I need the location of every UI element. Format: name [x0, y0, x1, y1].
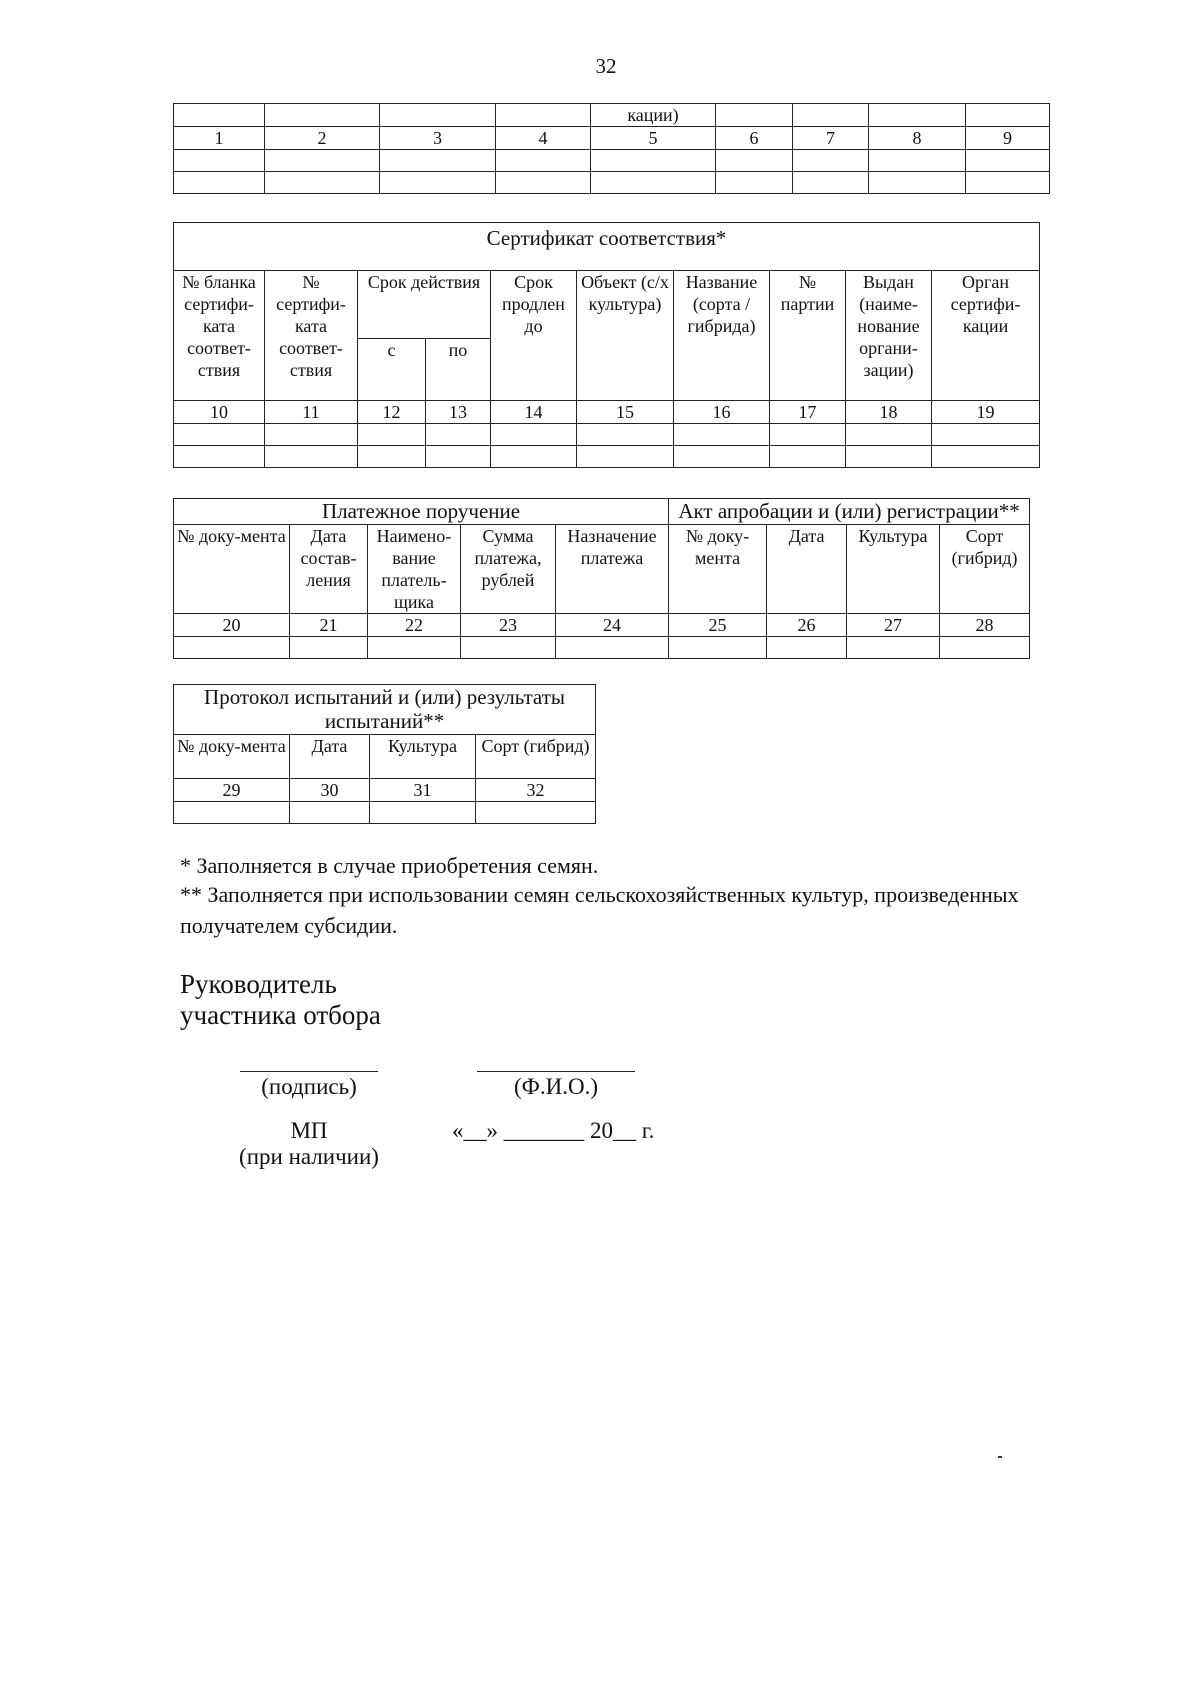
scan-mark [998, 1456, 1002, 1458]
header-variety: Сорт (гибрид) [476, 735, 596, 779]
col-number: 25 [669, 614, 767, 637]
empty-cell[interactable] [966, 150, 1050, 172]
continuation-text: кации) [591, 104, 716, 127]
col-number: 5 [591, 127, 716, 150]
col-number: 17 [770, 401, 846, 424]
header-act-variety: Сорт (гибрид) [940, 525, 1030, 614]
fio-line[interactable] [477, 1071, 635, 1072]
empty-cell[interactable] [716, 150, 793, 172]
empty-cell[interactable] [174, 424, 265, 446]
stamp-note: (при наличии) [239, 1144, 379, 1169]
empty-cell[interactable] [368, 637, 461, 659]
empty-cell[interactable] [932, 424, 1040, 446]
col-number: 28 [940, 614, 1030, 637]
stamp-label: МП [290, 1118, 328, 1143]
page-number: 32 [595, 54, 617, 78]
empty-cell[interactable] [932, 446, 1040, 468]
col-number: 26 [767, 614, 847, 637]
header-doc-no: № доку-мента [174, 525, 290, 614]
header-act-doc-no: № доку-мента [669, 525, 767, 614]
empty-cell[interactable] [496, 172, 591, 194]
empty-cell[interactable] [793, 172, 869, 194]
empty-cell[interactable] [770, 446, 846, 468]
col-number: 12 [358, 401, 426, 424]
header-lot: № партии [770, 271, 846, 401]
header-validity: Срок действия [358, 271, 491, 339]
col-number: 31 [370, 779, 476, 802]
footnote-1: * Заполняется в случае приобретения семян. [180, 853, 599, 878]
empty-cell[interactable] [966, 172, 1050, 194]
date-field[interactable]: «__» _______ 20__ г. [452, 1118, 655, 1143]
col-number: 19 [932, 401, 1040, 424]
header-issued: Выдан (наиме-нование органи-зации) [846, 271, 932, 401]
act-title: Акт апробации и (или) регистрации** [669, 499, 1030, 525]
header-purpose: Назначение платежа [556, 525, 669, 614]
header-cert-no: № сертифи-ката соответ-ствия [265, 271, 358, 401]
empty-cell[interactable] [793, 150, 869, 172]
head-title-line1: Руководитель [180, 969, 337, 999]
col-number: 24 [556, 614, 669, 637]
empty-cell[interactable] [556, 637, 669, 659]
header-date: Дата [290, 735, 370, 779]
col-number: 7 [793, 127, 869, 150]
header-act-crop: Культура [847, 525, 940, 614]
col-number: 30 [290, 779, 370, 802]
col-number: 11 [265, 401, 358, 424]
empty-cell[interactable] [674, 446, 770, 468]
empty-cell[interactable] [380, 150, 496, 172]
empty-cell[interactable] [940, 637, 1030, 659]
empty-cell[interactable] [869, 150, 966, 172]
empty-cell[interactable] [380, 172, 496, 194]
empty-cell[interactable] [265, 172, 380, 194]
signature-line[interactable] [240, 1071, 378, 1072]
empty-cell[interactable] [358, 446, 426, 468]
col-number: 9 [966, 127, 1050, 150]
col-number: 29 [174, 779, 290, 802]
empty-cell[interactable] [591, 172, 716, 194]
header-from: с [358, 339, 426, 401]
empty-cell[interactable] [426, 446, 491, 468]
empty-cell[interactable] [174, 172, 265, 194]
table-payment [173, 498, 1030, 659]
header-name: Название (сорта / гибрида) [674, 271, 770, 401]
col-number: 10 [174, 401, 265, 424]
empty-cell[interactable] [846, 424, 932, 446]
empty-cell[interactable] [290, 802, 370, 824]
empty-cell[interactable] [770, 424, 846, 446]
empty-cell[interactable] [265, 446, 358, 468]
empty-cell[interactable] [461, 637, 556, 659]
empty-cell[interactable] [426, 424, 491, 446]
empty-cell[interactable] [174, 637, 290, 659]
table-protocol [173, 684, 596, 824]
empty-cell[interactable] [358, 424, 426, 446]
empty-cell[interactable] [591, 150, 716, 172]
col-number: 22 [368, 614, 461, 637]
empty-cell[interactable] [846, 446, 932, 468]
col-number: 32 [476, 779, 596, 802]
empty-cell[interactable] [491, 446, 577, 468]
empty-cell[interactable] [174, 802, 290, 824]
payment-order-title: Платежное поручение [174, 499, 669, 525]
empty-cell[interactable] [476, 802, 596, 824]
header-authority: Орган сертифи-кации [932, 271, 1040, 401]
table-continuation [173, 103, 1050, 194]
empty-cell[interactable] [174, 446, 265, 468]
header-date-compiled: Дата состав-ления [290, 525, 368, 614]
empty-cell[interactable] [674, 424, 770, 446]
empty-cell[interactable] [716, 172, 793, 194]
col-number: 18 [846, 401, 932, 424]
empty-cell[interactable] [174, 150, 265, 172]
col-number: 15 [577, 401, 674, 424]
col-number: 4 [496, 127, 591, 150]
empty-cell[interactable] [496, 150, 591, 172]
col-number: 8 [869, 127, 966, 150]
col-number: 27 [847, 614, 940, 637]
empty-cell[interactable] [577, 424, 674, 446]
footnote-2: ** Заполняется при использовании семян сельскохозяйственных культур, произведенных получателем субсидии. [180, 882, 1019, 938]
col-number: 16 [674, 401, 770, 424]
empty-cell[interactable] [767, 637, 847, 659]
header-act-date: Дата [767, 525, 847, 614]
empty-cell[interactable] [847, 637, 940, 659]
empty-cell[interactable] [669, 637, 767, 659]
empty-cell[interactable] [290, 637, 368, 659]
col-number: 2 [265, 127, 380, 150]
header-amount: Сумма платежа, рублей [461, 525, 556, 614]
col-number: 13 [426, 401, 491, 424]
table-certificate [173, 222, 1040, 468]
empty-cell[interactable] [577, 446, 674, 468]
header-to: по [426, 339, 491, 401]
empty-cell[interactable] [491, 424, 577, 446]
header-crop: Культура [370, 735, 476, 779]
signature-label: (подпись) [261, 1074, 357, 1099]
header-object: Объект (с/х культура) [577, 271, 674, 401]
empty-cell[interactable] [265, 150, 380, 172]
header-doc-no: № доку-мента [174, 735, 290, 779]
col-number: 14 [491, 401, 577, 424]
certificate-title: Сертификат соответствия* [174, 223, 1040, 271]
header-blank-no: № бланка сертифи-ката соответ-ствия [174, 271, 265, 401]
col-number: 6 [716, 127, 793, 150]
head-title-line2: участника отбора [180, 1000, 381, 1030]
col-number: 20 [174, 614, 290, 637]
col-number: 23 [461, 614, 556, 637]
protocol-title: Протокол испытаний и (или) результаты испытаний** [174, 685, 596, 735]
col-number: 1 [174, 127, 265, 150]
header-payer: Наимено-вание платель-щика [368, 525, 461, 614]
header-extended: Срок продлен до [491, 271, 577, 401]
empty-cell[interactable] [265, 424, 358, 446]
col-number: 3 [380, 127, 496, 150]
col-number: 21 [290, 614, 368, 637]
fio-label: (Ф.И.О.) [514, 1074, 598, 1099]
empty-cell[interactable] [370, 802, 476, 824]
empty-cell[interactable] [869, 172, 966, 194]
